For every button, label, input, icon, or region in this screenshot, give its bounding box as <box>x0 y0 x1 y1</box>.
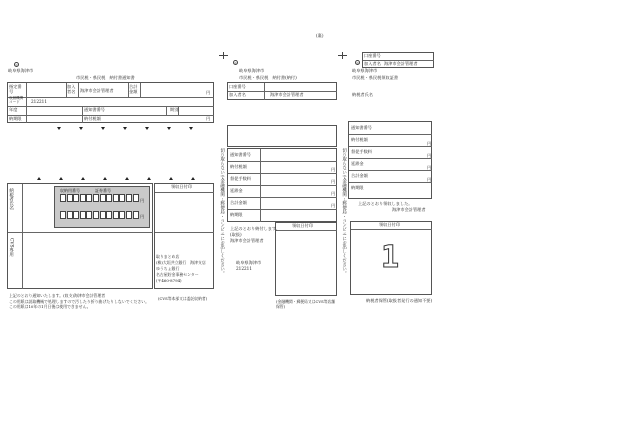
stamp-label: 領収日付印 <box>379 222 400 227</box>
row-label: 督促手数料 <box>230 176 251 181</box>
perforation-marker <box>147 177 151 180</box>
kanyu-label: 加入者名 <box>364 61 381 66</box>
perforation-marker <box>125 177 129 180</box>
stamp-box <box>275 222 337 296</box>
yen-unit: 円 <box>206 90 211 95</box>
row-label: 納期限 <box>230 212 243 217</box>
tsuchisho-label: 通知書番号 <box>84 107 105 112</box>
row-label: 納付税額 <box>230 164 247 169</box>
digit-cells <box>60 211 139 219</box>
nendo-label: 年度 <box>9 107 18 112</box>
payee-name: 海津市会計管理者 <box>270 92 304 97</box>
perforation-marker <box>79 127 83 130</box>
payee-name: 海津市会計管理者 <box>80 88 114 93</box>
stamp-label: 領収日付印 <box>292 223 313 228</box>
form-title: 市民税・県民税 納付書通知書 <box>76 75 135 80</box>
city-name: 岐阜県海津市 <box>352 68 378 73</box>
payee-name: 海津市会計管理者 <box>384 61 418 66</box>
nofu-kin-label: 納付税額 <box>84 116 101 121</box>
yen-unit: 円 <box>331 179 336 184</box>
row-label: 延滞金 <box>351 161 364 166</box>
payment-message: 上記のとおり納付します。 (取扱) 海津市会計管理者 <box>230 226 280 243</box>
yen-unit: 円 <box>427 165 432 170</box>
perforation-marker <box>145 127 149 130</box>
yen-unit: 円 <box>427 153 432 158</box>
barcode-label-2: 証券番号 <box>95 188 111 193</box>
row-label: 通知書番号 <box>351 125 372 130</box>
registration-mark <box>338 52 347 59</box>
row-label: 納付税額 <box>351 137 368 142</box>
stamp-number: 1 <box>381 240 400 275</box>
city-name: 岐阜県海津市 <box>8 68 34 73</box>
yen-unit: 円 <box>427 177 432 182</box>
perforation-marker <box>81 177 85 180</box>
footer-notes: 上記のとおり通知いたします。(収支)海津市会計管理者 この用紙は読取機械で処理しますので汚したり折り曲げたりしないでください。 この用紙は10年の1月日後は使用できません。 <box>9 293 150 309</box>
stamp-label: 領収日付印 <box>171 184 192 189</box>
perforation-marker <box>123 127 127 130</box>
perforation-marker <box>189 127 193 130</box>
perforation-marker <box>59 177 63 180</box>
city-name: 岐阜県海津市 <box>239 68 265 73</box>
page-mark: (裏) <box>316 33 324 38</box>
perforation-marker <box>191 177 195 180</box>
side-instruction: 切り取らないで金融機関・郵便局・コンビニにお出しください。 <box>219 148 225 276</box>
cvs-note: (金融機関・郵便局又はCVS等店舗保管) <box>276 299 336 309</box>
shitei-label: 口座番号 <box>229 84 246 89</box>
row-label: 延滞金 <box>230 188 243 193</box>
shitei-label: 指定番号 <box>9 84 22 94</box>
ki-label: 期別 <box>170 107 179 112</box>
kanyu-label: 加入者名 <box>229 92 246 97</box>
goukei-label: 合計金額 <box>129 84 138 94</box>
stub-cvs-label: CVS専用 <box>8 238 14 257</box>
row-label: 通知書番号 <box>230 152 251 157</box>
amount-table <box>227 148 337 222</box>
row-label: 納期限 <box>351 185 364 190</box>
receipt-message: 上記のとおり領収しました。 <box>358 201 413 206</box>
digit-cells <box>60 194 139 202</box>
registration-mark <box>219 52 228 59</box>
perforation-marker <box>57 127 61 130</box>
name-label: 納税者氏名 <box>352 92 373 97</box>
yen-unit: 円 <box>206 116 211 121</box>
kikan-code-label: 収納機関コード <box>9 96 24 104</box>
address: 岐阜県海津市 212211 <box>236 260 262 271</box>
shitei-label: 口座番号 <box>364 53 381 58</box>
yen-unit: 円 <box>331 203 336 208</box>
receipt-payee: 海津市会計管理者 <box>392 207 426 212</box>
row-label: 合計金額 <box>351 173 368 178</box>
row-label: 合計金額 <box>230 200 247 205</box>
yen-unit: 円 <box>140 214 145 219</box>
form-title: 市民税・県民税 納付書(納付) <box>239 75 297 80</box>
stub-name-label: 納税者氏名 <box>8 188 14 210</box>
yen-unit: 円 <box>331 167 336 172</box>
barcode-label: 収納用番号 <box>60 188 80 193</box>
bank-info: 取りまとめ店 (株)大垣共立銀行 海津支店 ゆうちょ銀行 名古屋貯金事務センター (〒460-8794) <box>156 254 206 283</box>
form-title: 市民税・県民税領収証書 <box>352 75 399 80</box>
blank-box <box>227 125 337 147</box>
perforation-marker <box>101 127 105 130</box>
seal-icon: ◎ <box>15 63 18 67</box>
side-instruction: 切り取らないで金融機関・郵便局・コンビニにお出しください。 <box>341 148 347 276</box>
yen-unit: 円 <box>427 141 432 146</box>
yen-unit: 円 <box>331 191 336 196</box>
kanyu-label: 加入者名 <box>67 84 76 94</box>
nouki-label: 納期限 <box>9 116 22 121</box>
perforation-marker <box>169 177 173 180</box>
cvs-note: (CVS等本部又は委託収納者) <box>158 296 208 301</box>
seal-icon: ◎ <box>356 61 359 65</box>
perforation-marker <box>37 177 41 180</box>
yen-unit: 円 <box>140 198 145 203</box>
kikan-code-value: 212211 <box>31 99 47 104</box>
footer-note: 納税者保管(取扱者発行の通知不要) <box>366 298 433 303</box>
row-label: 督促手数料 <box>351 149 372 154</box>
perforation-marker <box>103 177 107 180</box>
perforation-marker <box>167 127 171 130</box>
seal-icon: ◎ <box>234 61 237 65</box>
